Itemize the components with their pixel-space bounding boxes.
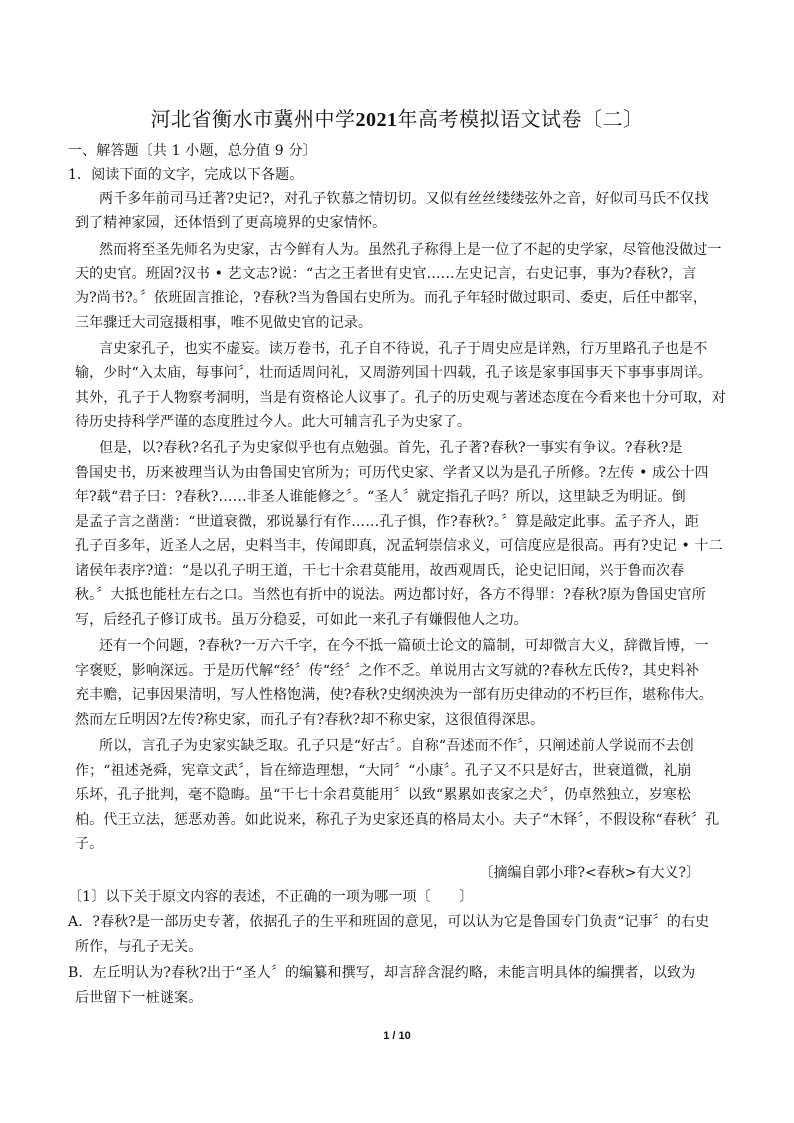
option-b-continued: 后世留下一桩谜案。 [75, 990, 203, 1006]
passage-line: 到了精神家园，还体悟到了更高境界的史家情怀。 [75, 215, 387, 231]
option-a: A．?春秋?是一部历史专著，依据孔子的生平和班固的意见，可以认为它是鲁国专门负责“记事〞的右史 [68, 914, 710, 930]
page-number: 1 / 10 [383, 1030, 411, 1042]
option-b: B．左丘明认为?春秋?出于“圣人〞的编纂和撰写，却言辞含混约略，未能言明具体的编撰者，以致为 [68, 965, 696, 981]
passage-line: 所以，言孔子为史家实缺乏取。孔子只是“好古〞。自称“吾述而不作〞，只阐述前人学说而不去创 [99, 738, 694, 754]
passage-line: 写，后经孔子修订成书。虽万分稳妥，可如此一来孔子有嫌假他人之功。 [75, 612, 528, 628]
passage-line: 乐坏，孔子批判，毫不隐晦。虽“干七十余君莫能用〞以致“累累如丧家之犬〞，仍卓然独立，岁寒松 [75, 787, 692, 803]
passage-line: 柏。代王立法，惩恶劝善。如此说来，称孔子为史家还真的格局太小。夫子“木铎〞，不假设称“春秋〞孔 [75, 812, 720, 828]
passage-line: 为?尚书?。〞依班固言推论，?春秋?当为鲁国右史所为。而孔子年轻时做过职司、委吏，后任中都宰， [75, 290, 708, 306]
passage-line: 待历史持科学严谨的态度胜过今人。此大可辅言孔子为史家了。 [75, 414, 472, 430]
passage-line: 然而将至圣先师名为史家，古今鲜有人为。虽然孔子称得上是一位了不起的史学家，尽管他没做过一 [99, 242, 722, 258]
subquestion: 〔1〕以下关于原文内容的表述，不正确的一项为哪一项〔 〕 [68, 889, 474, 905]
passage-line: 言史家孔子，也实不虚妄。读万卷书，孔子自不待说，孔子于周史应是详熟，行万里路孔子也是不 [99, 341, 708, 357]
passage-line: 其外，孔子于人物察考洞明，当是有资格论人议事了。孔子的历史观与著述态度在今看来也十分可取，对 [75, 390, 726, 406]
passage-line: 但是，以?春秋?名孔子为史家似乎也有点勉强。首先，孔子著?春秋?一事实有争议。?春秋?是 [99, 440, 683, 456]
passage-line: 输，少时“入太庙，每事问〞，壮而适周问礼，又周游列国十四载，孔子该是家事国事天下事事事周详。 [75, 365, 713, 381]
passage-line: 还有一个问题，?春秋?一万六千字，在今不抵一篇硕士论文的篇制，可却微言大义，辞微旨博，一 [99, 638, 709, 654]
passage-line: 孔子百多年，近圣人之居，史料当丰，传闻即真，况孟轲崇信求义，可信度应是很高。再有?史记 • 十二 [75, 538, 723, 554]
passage-line: 秋。〞大抵也能杜左右之口。当然也有折中的说法。两边都讨好，各方不得罪：?春秋?原为鲁国史官所 [75, 587, 706, 603]
passage-line: 年?载“君子曰：?春秋?……非圣人谁能修之〞。“圣人〞就定指孔子吗？所以，这里缺乏为明证。倒 [75, 489, 686, 505]
question-intro: 1．阅读下面的文字，完成以下各题。 [68, 167, 304, 183]
page-title [0, 103, 794, 132]
title-year: 2021 [355, 109, 398, 131]
passage-line: 子。 [75, 836, 104, 852]
passage-line: 充丰赡，记事因果清明，写人性格饱满，使?春秋?史纲泱泱为一部有历史律动的不朽巨作，堪称伟大。 [75, 687, 713, 703]
passage-line: 然而左丘明因?左传?称史家，而孔子有?春秋?却不称史家，这很值得深思。 [75, 712, 545, 728]
passage-line: 诸侯年表序?道：“是以孔子明王道，干七十余君莫能用，故西观周氏，论史记旧闻，兴于鲁而次春 [75, 563, 685, 579]
passage-line: 天的史官。班固?汉书 • 艺文志?说：“古之王者世有史官……左史记言，右史记事，事为?春秋?，言 [75, 266, 697, 282]
title-text-part1: 河北省衡水市冀州中学 [150, 107, 356, 131]
passage-line: 作；“祖述尧舜，宪章文武〞，旨在缔造理想，“大同〞“小康〞。孔子又不只是好古，世衰道微，礼崩 [75, 763, 692, 779]
passage-line: 两千多年前司马迁著?史记?，对孔子钦慕之情切切。又似有丝丝缕缕弦外之音，好似司马氏不仅找 [99, 191, 709, 207]
passage-line: 是孟子言之凿凿：“世道衰微，邪说暴行有作……孔子惧，作?春秋?。〞算是敲定此事。孟子齐人，距 [75, 514, 700, 530]
section-heading: 一、解答题〔共 1 小题，总分值 9 分〕 [68, 143, 317, 159]
title-text-part2: 年高考模拟语文试卷〔二〕 [397, 107, 644, 131]
passage-line: 字褒贬，影响深远。于是历代解“经〞传“经〞之作不乏。单说用古文写就的?春秋左氏传?，其史料补 [75, 663, 700, 679]
option-a-continued: 所作，与孔子无关。 [75, 939, 203, 955]
passage-source: 〔摘编自郭小琲?<春秋>有大义?〕 [479, 865, 700, 881]
passage-line: 三年骤迁大司寇摄相事，唯不见做史官的记录。 [75, 315, 373, 331]
passage-line: 鲁国史书，历来被理当认为由鲁国史官所为；可历代史家、学者又以为是孔子所修。?左传 • 成公十四 [75, 465, 709, 481]
